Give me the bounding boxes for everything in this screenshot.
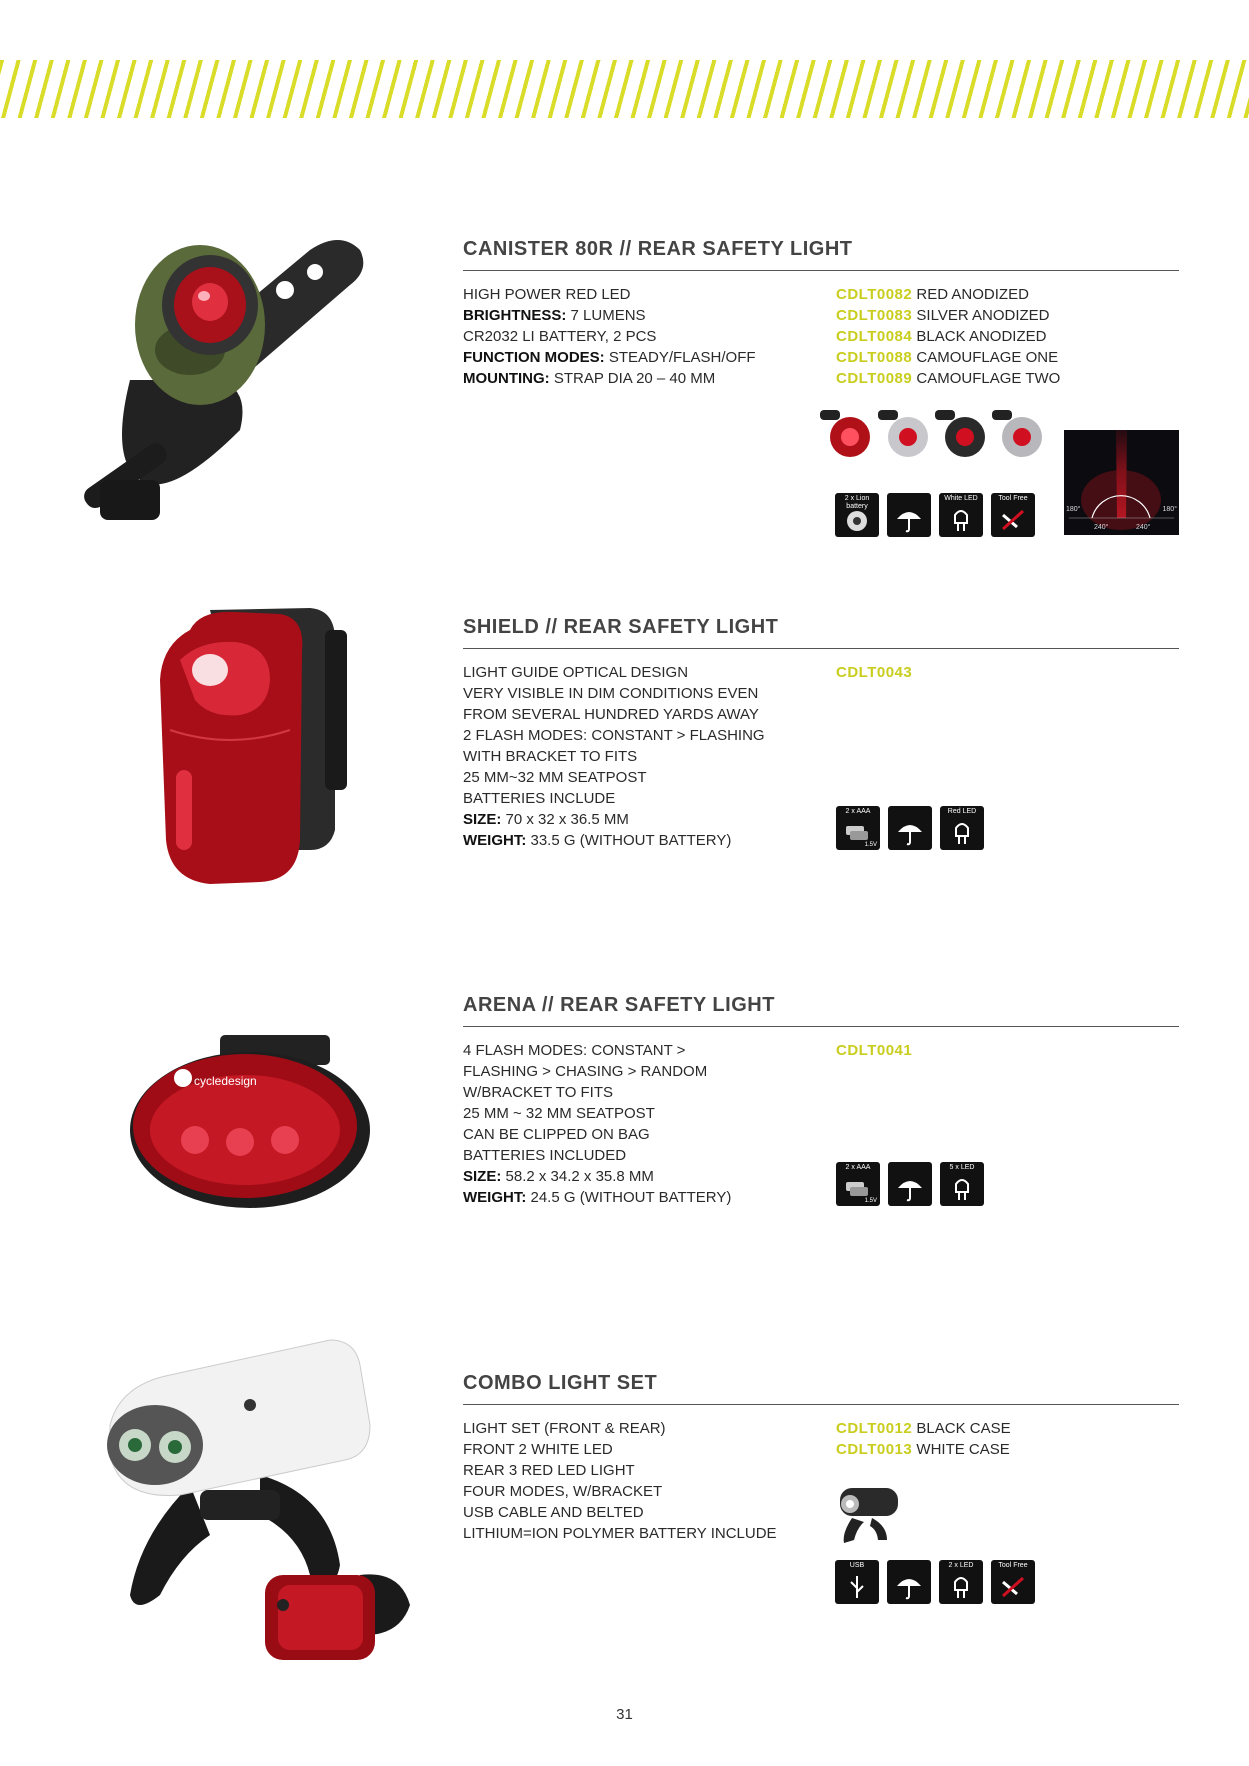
spec-line: MOUNTING: STRAP DIA 20 – 40 MM [463, 370, 716, 387]
spec-line: FOUR MODES, W/BRACKET [463, 1483, 663, 1500]
product-code-line: CDLT0089 CAMOUFLAGE TWO [836, 370, 1061, 387]
beam-label-left: 180° [1066, 506, 1081, 513]
spec-line: LIGHT GUIDE OPTICAL DESIGN [463, 664, 689, 681]
battery-aaa-icon: 2 x AAA 1.5V [836, 806, 880, 850]
product-code-line: CDLT0083 SILVER ANODIZED [836, 307, 1050, 324]
umbrella-icon [887, 1560, 931, 1604]
arena-light-photo [125, 1030, 375, 1210]
beam-graphic [1064, 430, 1179, 535]
header-stripe-band [0, 60, 1249, 118]
spec-line: LITHIUM=ION POLYMER BATTERY INCLUDE [463, 1525, 777, 1542]
tool-free-icon: Tool Free [991, 493, 1035, 537]
feature-icon-row [836, 806, 984, 850]
spec-line: REAR 3 RED LED LIGHT [463, 1462, 635, 1479]
brand-logo-text: cycledesign [194, 1074, 257, 1088]
spec-line: BATTERIES INCLUDED [463, 1147, 627, 1164]
spec-line: SIZE: 70 x 32 x 36.5 MM [463, 811, 629, 828]
title-divider [463, 648, 1179, 649]
umbrella-icon [887, 493, 931, 537]
product-code-line: CDLT0013 WHITE CASE [836, 1441, 1010, 1458]
spec-line: BATTERIES INCLUDE [463, 790, 616, 807]
spec-line: W/BRACKET TO FITS [463, 1084, 614, 1101]
led-icon: White LED [939, 493, 983, 537]
battery-voltage: 1.5V [864, 1198, 877, 1204]
spec-list [463, 1418, 777, 1544]
spec-line: BRIGHTNESS: 7 LUMENS [463, 307, 646, 324]
spec-line: FLASHING > CHASING > RANDOM [463, 1063, 708, 1080]
canister-light-photo [70, 230, 430, 550]
black-case-variant-photo [832, 1478, 902, 1546]
spec-line: 25 MM ~ 32 MM SEATPOST [463, 1105, 655, 1122]
shield-light-photo [140, 600, 360, 890]
spec-line: 25 MM~32 MM SEATPOST [463, 769, 647, 786]
feature-icon-row [836, 1162, 984, 1206]
battery-aaa-icon: 2 x AAA 1.5V [836, 1162, 880, 1206]
product-code-line: CDLT0088 CAMOUFLAGE ONE [836, 349, 1059, 366]
feature-icon-row [835, 493, 1035, 537]
combo-light-photo [100, 1335, 440, 1665]
beam-label-bottom-right: 240° [1136, 524, 1151, 531]
spec-line: FRONT 2 WHITE LED [463, 1441, 613, 1458]
battery-icon: 2 x Lion battery [835, 493, 879, 537]
spec-line: HIGH POWER RED LED [463, 286, 631, 303]
product-code-line: CDLT0084 BLACK ANODIZED [836, 328, 1047, 345]
title-divider [463, 270, 1179, 271]
page-number: 31 [616, 1706, 633, 1723]
tool-free-icon: Tool Free [991, 1560, 1035, 1604]
product-code-line: CDLT0082 RED ANODIZED [836, 286, 1029, 303]
product-code-line: CDLT0012 BLACK CASE [836, 1420, 1011, 1437]
spec-list [463, 284, 756, 389]
umbrella-icon [888, 1162, 932, 1206]
led-icon: 2 x LED [939, 1560, 983, 1604]
spec-list [463, 1040, 731, 1208]
spec-list [463, 662, 765, 851]
spec-line: 4 FLASH MODES: CONSTANT > [463, 1042, 686, 1059]
product-title: CANISTER 80R // REAR SAFETY LIGHT [463, 238, 853, 260]
spec-line: FROM SEVERAL HUNDRED YARDS AWAY [463, 706, 759, 723]
product-title: SHIELD // REAR SAFETY LIGHT [463, 616, 779, 638]
title-divider [463, 1026, 1179, 1027]
beam-label-bottom-left: 240° [1094, 524, 1109, 531]
spec-line: LIGHT SET (FRONT & REAR) [463, 1420, 666, 1437]
spec-line: WEIGHT: 24.5 G (WITHOUT BATTERY) [463, 1189, 732, 1206]
product-code-line: CDLT0043 [836, 664, 913, 681]
led-icon: Red LED [940, 806, 984, 850]
product-title: COMBO LIGHT SET [463, 1372, 658, 1394]
spec-line: 2 FLASH MODES: CONSTANT > FLASHING [463, 727, 765, 744]
title-divider [463, 1404, 1179, 1405]
led-icon: 5 x LED [940, 1162, 984, 1206]
product-code-list [836, 1418, 1011, 1460]
product-code-list [836, 284, 1060, 389]
beam-label-right: 180° [1162, 506, 1177, 513]
color-variants-photo [820, 402, 1050, 472]
product-title: ARENA // REAR SAFETY LIGHT [463, 994, 775, 1016]
spec-line: CAN BE CLIPPED ON BAG [463, 1126, 650, 1143]
spec-line: WEIGHT: 33.5 G (WITHOUT BATTERY) [463, 832, 732, 849]
usb-icon: USB [835, 1560, 879, 1604]
battery-voltage: 1.5V [864, 842, 877, 848]
spec-line: WITH BRACKET TO FITS [463, 748, 638, 765]
umbrella-icon [888, 806, 932, 850]
beam-angle-diagram [1064, 430, 1179, 535]
feature-icon-row [835, 1560, 1035, 1604]
product-code-line: CDLT0041 [836, 1042, 913, 1059]
spec-line: USB CABLE AND BELTED [463, 1504, 644, 1521]
spec-line: VERY VISIBLE IN DIM CONDITIONS EVEN [463, 685, 759, 702]
spec-line: SIZE: 58.2 x 34.2 x 35.8 MM [463, 1168, 654, 1185]
product-code-list [836, 662, 912, 683]
spec-line: CR2032 LI BATTERY, 2 PCS [463, 328, 657, 345]
spec-line: FUNCTION MODES: STEADY/FLASH/OFF [463, 349, 756, 366]
product-code-list [836, 1040, 912, 1061]
